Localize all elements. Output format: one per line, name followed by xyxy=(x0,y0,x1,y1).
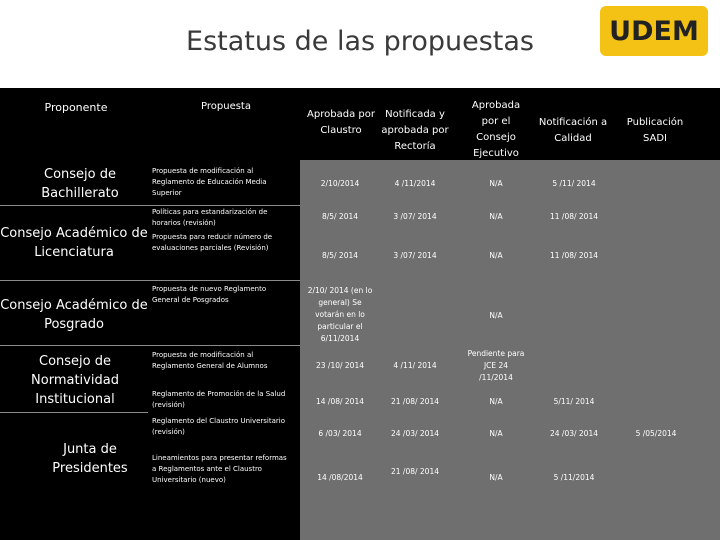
rectoria-date: 21 /08/ 2014 xyxy=(391,397,439,406)
rectoria-date: 24 /03/ 2014 xyxy=(391,429,439,438)
header-bg-proponente xyxy=(0,88,148,160)
claustro-date: 14 /08/2014 xyxy=(317,473,363,482)
header-notificacion-calidad: Notificación a Calidad xyxy=(538,117,608,144)
header-aprobada-consejo: Aprobada por el Consejo Ejecutivo xyxy=(471,100,521,159)
consejo-status: N/A xyxy=(489,311,503,320)
proponente-normatividad: Consejo de Normatividad Institucional xyxy=(31,354,119,407)
group-separator xyxy=(0,345,300,346)
proponente-licenciatura: Consejo Académico de Licenciatura xyxy=(0,226,148,260)
proponente-bachillerato: Consejo de Bachillerato xyxy=(41,167,119,201)
udem-logo: UDEM xyxy=(600,6,708,56)
propuesta-text: Reglamento de Promoción de la Salud (revisión) xyxy=(152,390,286,409)
propuesta-text: Políticas para estandarización de horarios (revisión) xyxy=(152,208,268,227)
consejo-status: N/A xyxy=(489,212,503,221)
propuesta-text: Propuesta de modificación al Reglamento de Educación Media Superior xyxy=(152,167,267,197)
calidad-date: 11 /08/ 2014 xyxy=(550,212,598,221)
header-publicacion-sadi: Publicación SADI xyxy=(626,117,684,144)
propuesta-text: Reglamento del Claustro Universitario (revisión) xyxy=(152,417,286,436)
consejo-status: N/A xyxy=(489,251,503,260)
claustro-date: 6 /03/ 2014 xyxy=(318,429,362,438)
consejo-status: N/A xyxy=(489,429,503,438)
group-separator xyxy=(0,280,300,281)
group-separator xyxy=(0,412,148,413)
claustro-date: 2/10/ 2014 (en lo general) Se votarán en lo particular el 6/11/2014 xyxy=(307,286,373,343)
claustro-date: 8/5/ 2014 xyxy=(321,212,359,221)
consejo-status: Pendiente para JCE 24 /11/2014 xyxy=(467,349,525,382)
title-bar xyxy=(0,0,720,88)
calidad-date: 5 /11/2014 xyxy=(553,473,595,482)
consejo-status: N/A xyxy=(489,397,503,406)
calidad-date: 11 /08/ 2014 xyxy=(550,251,598,260)
header-proponente: Proponente xyxy=(44,101,108,114)
propuesta-text: Propuesta de modificación al Reglamento General de Alumnos xyxy=(152,351,268,370)
rectoria-date: 3 /07/ 2014 xyxy=(393,212,437,221)
consejo-status: N/A xyxy=(489,179,503,188)
proponente-posgrado: Consejo Académico de Posgrado xyxy=(0,298,148,332)
claustro-date: 14 /08/ 2014 xyxy=(316,397,364,406)
claustro-date: 8/5/ 2014 xyxy=(321,251,359,260)
calidad-date: 5/11/ 2014 xyxy=(553,397,595,406)
proponente-junta: Junta de Presidentes xyxy=(52,442,128,476)
rectoria-date: 4 /11/2014 xyxy=(394,179,436,188)
page-title: Estatus de las propuestas xyxy=(186,26,534,57)
consejo-status: N/A xyxy=(489,473,503,482)
propuesta-text: Propuesta para reducir número de evaluaciones parciales (Revisión) xyxy=(152,233,273,252)
propuesta-text: Lineamientos para presentar reformas a Reglamentos ante el Claustro Universitario (nuevo) xyxy=(152,454,287,484)
sadi-date: 5 /05/2014 xyxy=(635,429,677,438)
propuesta-text: Propuesta de nuevo Reglamento General de Posgrados xyxy=(152,285,267,304)
proponente-column-bg xyxy=(0,160,148,540)
claustro-date: 2/10/2014 xyxy=(320,179,360,188)
rectoria-date: 21 /08/ 2014 xyxy=(391,467,439,476)
group-separator xyxy=(0,205,300,206)
header-notificada-rectoria: Notificada y aprobada por Rectoría xyxy=(381,109,449,152)
header-aprobada-claustro: Aprobada por Claustro xyxy=(307,109,375,136)
rectoria-date: 3 /07/ 2014 xyxy=(393,251,437,260)
claustro-date: 23 /10/ 2014 xyxy=(316,361,364,370)
calidad-date: 5 /11/ 2014 xyxy=(552,179,596,188)
header-propuesta: Propuesta xyxy=(201,101,251,112)
calidad-date: 24 /03/ 2014 xyxy=(550,429,598,438)
rectoria-date: 4 /11/ 2014 xyxy=(393,361,437,370)
